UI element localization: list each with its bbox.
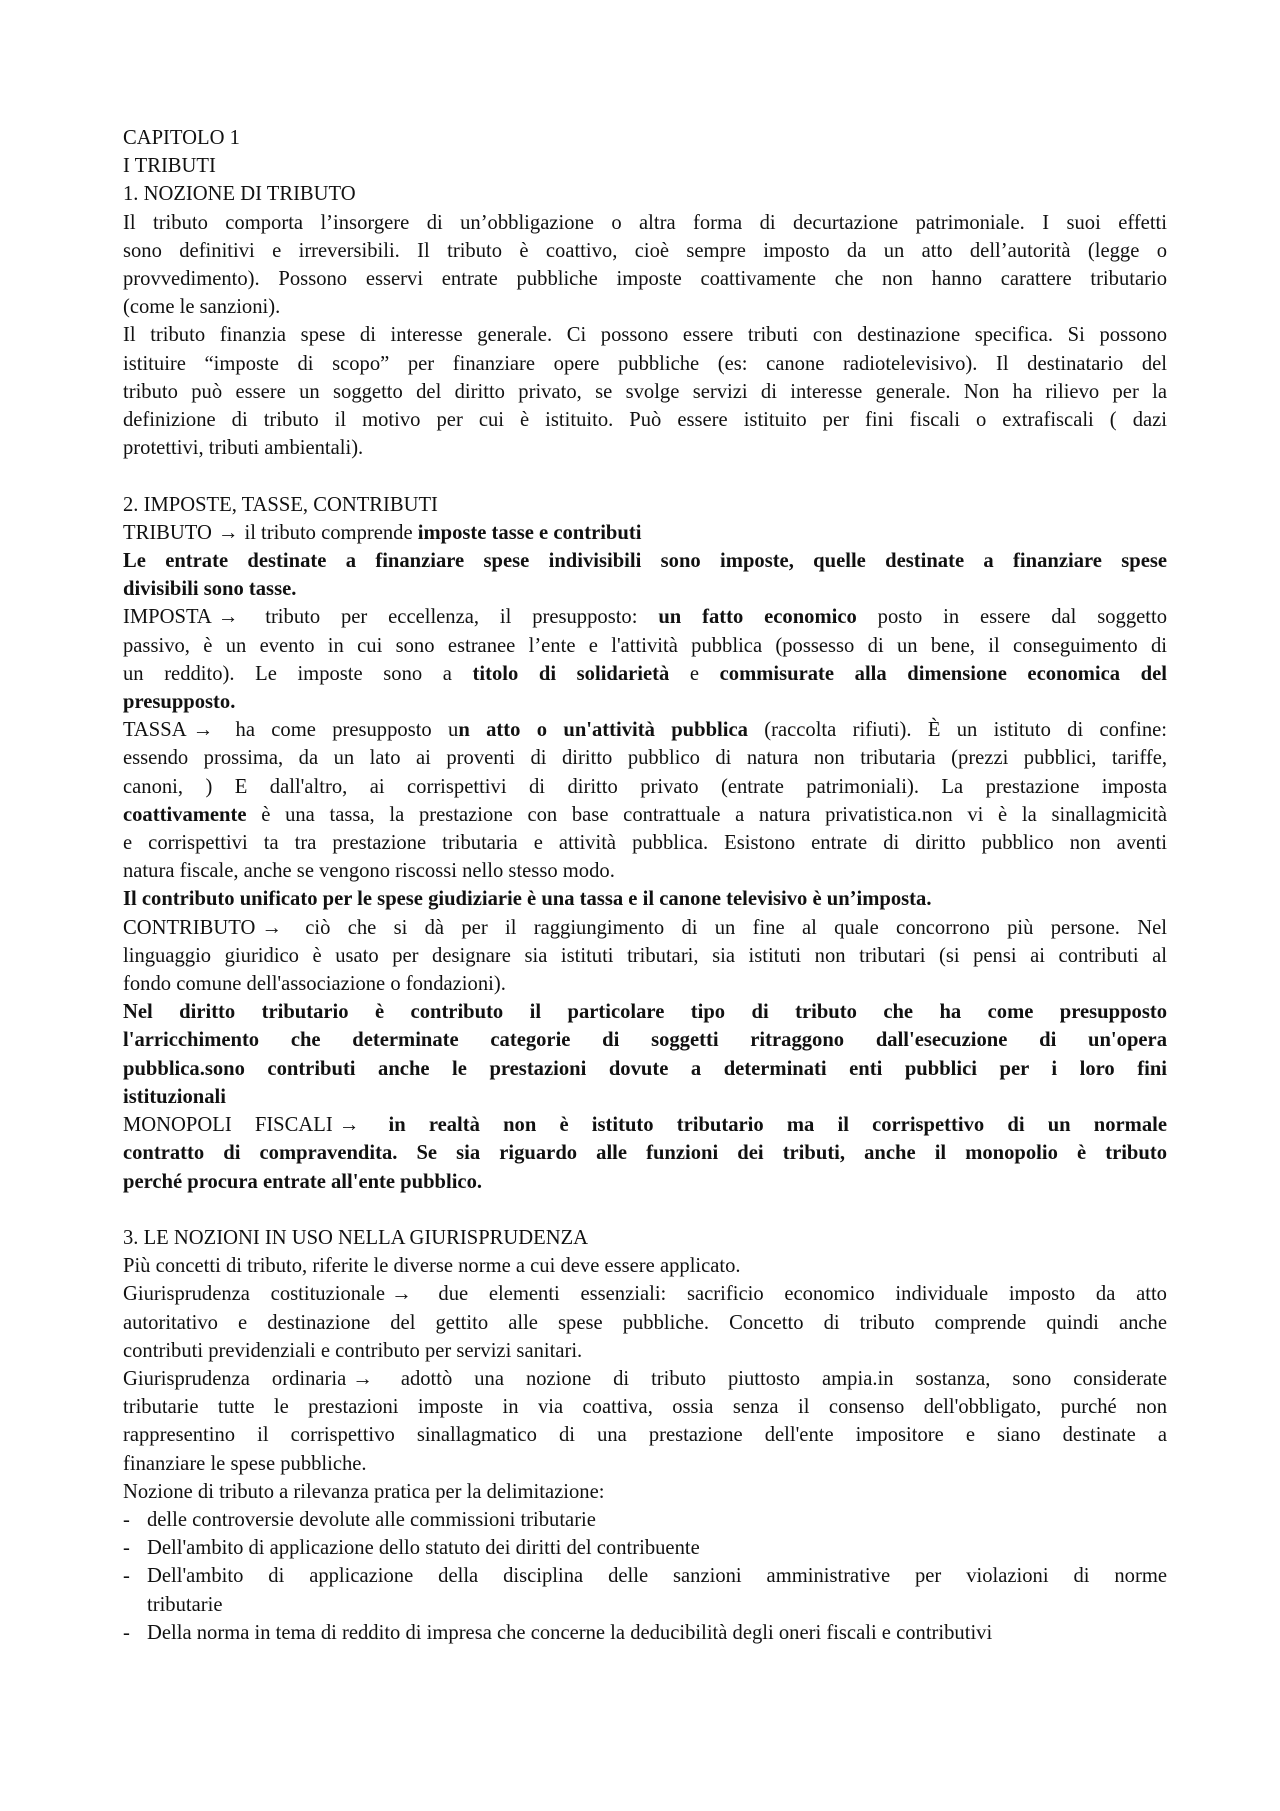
- text-line: provvedimento). Possono esservi entrate pubbliche imposte coattivamente che non hanno carattere tributario: [123, 268, 1167, 291]
- contributo-paragraph: [123, 914, 1167, 999]
- imposta-label: IMPOSTA: [123, 606, 212, 629]
- text-line: fondo comune dell'associazione o fondazioni).: [123, 973, 506, 996]
- bullet-list: [123, 1506, 1167, 1647]
- text-line: definizione di tributo il motivo per cui è istituito. Può essere istituito per fini fiscali o extrafiscali ( dazi: [123, 409, 1167, 432]
- monopoli-bold: in realtà non è istituto tributario ma il corrispettivo di un normale: [388, 1114, 1168, 1137]
- text-line: [123, 914, 1167, 942]
- text-line: tributo può essere un soggetto del diritto privato, se svolge servizi di interesse generale. Non ha rilievo per la: [123, 380, 1167, 403]
- tassa-paragraph: [123, 716, 1167, 885]
- text-line: protettivi, tributi ambientali).: [123, 437, 364, 460]
- list-item-text: delle controversie devolute alle commissioni tributarie: [147, 1508, 596, 1531]
- text-line: e corrispettivi ta tra prestazione tributaria e attività pubblica. Esistono entrate di diritto pubblico non aventi: [123, 832, 1167, 855]
- list-item: [123, 1534, 1167, 1562]
- bold-line: contratto di compravendita. Se sia riguardo alle funzioni dei tributi, anche il monopolio è tributo: [123, 1142, 1167, 1165]
- tributo-label: TRIBUTO: [123, 521, 212, 544]
- text-line: istituire “imposte di scopo” per finanziare opere pubbliche (es: canone radiotelevisivo). Il destinatario del: [123, 352, 1167, 375]
- text-line: rappresentino il corrispettivo sinallagmatico di una prestazione dell'ente impositore e siano destinate a: [123, 1424, 1167, 1447]
- text-line: passivo, è un evento in cui sono estranee l’ente e l'attività pubblica (possesso di un bene, il conseguimento di: [123, 634, 1167, 657]
- tassa-text: ha come presupposto u: [235, 719, 459, 742]
- cost-label: Giurisprudenza costituzionale: [123, 1283, 386, 1306]
- text-line: contributi previdenziali e contributo per servizi sanitari.: [123, 1339, 583, 1362]
- tassa-text: è una tassa, la prestazione con base contrattuale a natura privatistica.non vi è la sinallagmicità: [246, 803, 1167, 826]
- section-3-heading: 3. LE NOZIONI IN USO NELLA GIURISPRUDENZA: [123, 1226, 589, 1249]
- tributo-text: il tributo comprende: [244, 521, 418, 544]
- chapter-label: CAPITOLO 1: [123, 127, 240, 149]
- text-line: tributarie tutte le prestazioni imposte in via coattiva, ossia senza il consenso dell'obbligato, purché non: [123, 1396, 1167, 1419]
- text-line: [123, 1111, 1167, 1139]
- text-line: canoni, ) E dall'altro, ai corrispettivi di diritto privato (entrate patrimoniali). La prestazione imposta: [123, 775, 1167, 798]
- right-arrow-icon: →: [217, 521, 239, 544]
- imposta-text: e: [669, 662, 720, 685]
- list-item-text: Dell'ambito di applicazione dello statuto dei diritti del contribuente: [147, 1537, 700, 1560]
- list-item-text: Della norma in tema di reddito di impresa che concerne la deducibilità degli oneri fiscali e contributivi: [147, 1621, 993, 1644]
- tassa-bold: n atto o un'attività pubblica: [458, 719, 748, 742]
- list-item: [123, 1619, 1167, 1647]
- right-arrow-icon: →: [352, 1367, 373, 1390]
- text-line: Il tributo comporta l’insorgere di un’obbligazione o altra forma di decurtazione patrimoniale. I suoi effetti: [123, 211, 1167, 234]
- monopoli-paragraph: [123, 1111, 1167, 1196]
- ord-label: Giurisprudenza ordinaria: [123, 1367, 347, 1390]
- chapter-title: I TRIBUTI: [123, 155, 216, 178]
- text-line: autoritativo e destinazione del gettito alle spese pubbliche. Concetto di tributo comprende quindi anche: [123, 1311, 1167, 1334]
- dash-bullet-icon: -: [123, 1621, 130, 1644]
- right-arrow-icon: →: [391, 1283, 412, 1306]
- right-arrow-icon: →: [338, 1114, 360, 1137]
- contributo-text: ciò che si dà per il raggiungimento di un fine al quale concorrono più persone. Nel: [305, 916, 1167, 939]
- bold-line: Nel diritto tributario è contributo il particolare tipo di tributo che ha come presupposto: [123, 1001, 1167, 1024]
- imposta-paragraph: [123, 603, 1167, 716]
- list-item: [123, 1562, 1167, 1618]
- text-line: essendo prossima, da un lato ai proventi di diritto pubblico di natura non tributaria (prezzi pubblici, tariffe,: [123, 747, 1167, 770]
- section-1-heading: 1. NOZIONE DI TRIBUTO: [123, 183, 356, 206]
- right-arrow-icon: →: [192, 719, 214, 742]
- dash-bullet-icon: -: [123, 1565, 130, 1588]
- text-line: Più concetti di tributo, riferite le diverse norme a cui deve essere applicato.: [123, 1255, 741, 1278]
- bold-line: Il contributo unificato per le spese giudiziarie è una tassa e il canone televisivo è un’imposta.: [123, 888, 932, 911]
- text-line: [123, 801, 1167, 829]
- text-line: [123, 716, 1167, 744]
- bold-line: perché procura entrate all'ente pubblico.: [123, 1170, 483, 1193]
- bold-line: l'arricchimento che determinate categorie di soggetti ritraggono dall'esecuzione di un'opera: [123, 1029, 1167, 1052]
- tassa-bold: coattivamente: [123, 803, 247, 826]
- spacer: [123, 462, 1167, 490]
- text-line: [123, 660, 1167, 688]
- imposta-bold: commisurate alla dimensione economica del: [719, 662, 1167, 685]
- list-item: [123, 1506, 1167, 1534]
- text-line: natura fiscale, anche se vengono riscossi nello stesso modo.: [123, 860, 615, 883]
- text-line: Il tributo finanzia spese di interesse generale. Ci possono essere tributi con destinazione specifica. Si possono: [123, 324, 1167, 347]
- tassa-label: TASSA: [123, 719, 187, 742]
- list-item-text: tributarie: [147, 1593, 223, 1616]
- section-2-heading: 2. IMPOSTE, TASSE, CONTRIBUTI: [123, 493, 438, 516]
- tributo-line: [123, 519, 1167, 547]
- dash-bullet-icon: -: [123, 1508, 130, 1531]
- dash-bullet-icon: -: [123, 1537, 130, 1560]
- tassa-text: (raccolta rifiuti). È un istituto di confine:: [747, 719, 1167, 742]
- imposta-text: un reddito). Le imposte sono a: [123, 662, 473, 685]
- text-line: linguaggio giuridico è usato per designare sia istituti tributari, sia istituti non tributari (si pensi ai contributi al: [123, 944, 1167, 967]
- ord-text: adottò una nozione di tributo piuttosto ampia.in sostanza, sono considerate: [400, 1367, 1167, 1390]
- tributo-bold: imposte tasse e contributi: [417, 521, 642, 544]
- imposta-text: tributo per eccellenza, il presupposto:: [265, 606, 659, 629]
- monopoli-label: MONOPOLI FISCALI: [123, 1114, 333, 1137]
- contributo-bold-paragraph: [123, 998, 1167, 1111]
- right-arrow-icon: →: [261, 916, 282, 939]
- giurisprudenza-costituzionale-paragraph: [123, 1280, 1167, 1365]
- imposta-bold: un fatto economico: [658, 606, 857, 629]
- section-1-paragraph-2: [123, 321, 1167, 462]
- bold-line: istituzionali: [123, 1085, 226, 1108]
- contributo-label: CONTRIBUTO: [123, 916, 256, 939]
- bold-line: divisibili sono tasse.: [123, 578, 297, 601]
- imposta-text: posto in essere dal soggetto: [856, 606, 1168, 629]
- right-arrow-icon: →: [217, 606, 239, 629]
- text-line: sono definitivi e irreversibili. Il tributo è coattivo, cioè sempre imposto da un atto dell’autorità (legge o: [123, 239, 1167, 262]
- text-line: [123, 1365, 1167, 1393]
- text-line: (come le sanzioni).: [123, 296, 281, 319]
- text-line: presupposto.: [123, 691, 236, 714]
- section-1-paragraph-1: [123, 209, 1167, 322]
- document-page: [123, 124, 1167, 1647]
- text-line: Nozione di tributo a rilevanza pratica per la delimitazione:: [123, 1480, 605, 1503]
- spacer: [123, 1196, 1167, 1224]
- cost-text: due elementi essenziali: sacrificio economico individuale imposto da atto: [438, 1283, 1167, 1306]
- giurisprudenza-ordinaria-paragraph: [123, 1365, 1167, 1478]
- bold-line: pubblica.sono contributi anche le prestazioni dovute a determinati enti pubblici per i loro fini: [123, 1057, 1167, 1080]
- text-line: [123, 1280, 1167, 1308]
- list-item-text: Dell'ambito di applicazione della disciplina delle sanzioni amministrative per violazioni di norme: [147, 1565, 1167, 1588]
- text-line: finanziare le spese pubbliche.: [123, 1452, 367, 1475]
- bold-line: Le entrate destinate a finanziare spese indivisibili sono imposte, quelle destinate a finanziare spese: [123, 550, 1167, 573]
- text-line: [123, 603, 1167, 631]
- imposta-bold: titolo di solidarietà: [472, 662, 670, 685]
